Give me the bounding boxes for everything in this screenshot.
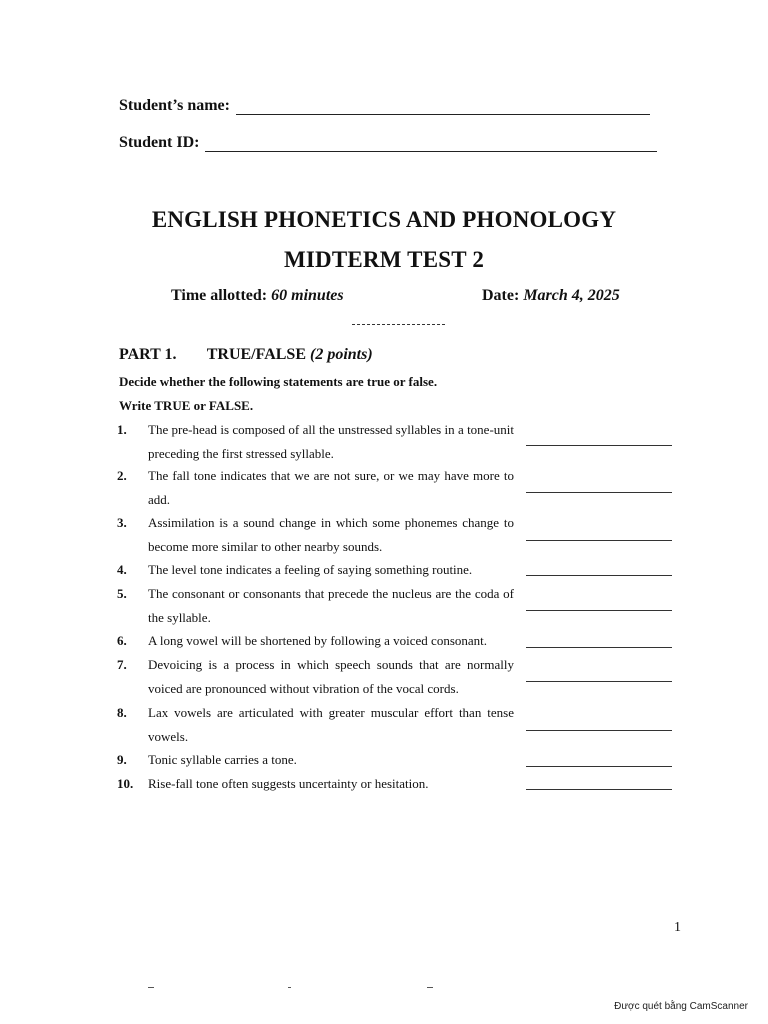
answer-blank[interactable] [526, 540, 672, 541]
date-label: Date: [482, 287, 520, 304]
exam-subtitle: MIDTERM TEST 2 [283, 247, 485, 272]
part1-points: (2 points) [310, 346, 373, 363]
student-id-field [119, 134, 657, 152]
question-text: Devoicing is a process in which speech sounds that are normally voiced are pronounced without vibration of the vocal cords. [148, 657, 514, 696]
answer-blank[interactable] [526, 766, 672, 767]
answer-blank[interactable] [526, 445, 672, 446]
question-number: 6. [117, 633, 127, 648]
time-label: Time allotted: [171, 287, 268, 304]
answer-blank[interactable] [526, 610, 672, 611]
question-number: 2. [117, 468, 127, 483]
part1-heading [119, 346, 373, 364]
question-number: 9. [117, 752, 127, 767]
question-text: Rise-fall tone often suggests uncertainty or hesitation. [148, 776, 429, 791]
student-id-label: Student ID: [119, 134, 200, 151]
question-number: 5. [117, 586, 127, 601]
student-name-field [119, 97, 650, 115]
question-number: 3. [117, 515, 127, 530]
student-name-blank[interactable] [236, 102, 650, 115]
part1-title: TRUE/FALSE [206, 346, 306, 363]
student-name-label: Student’s name: [119, 97, 230, 114]
exam-title: ENGLISH PHONETICS AND PHONOLOGY [151, 207, 617, 232]
question-text: The pre-head is composed of all the unstressed syllables in a tone-unit preceding the first stressed syllable. [148, 422, 514, 461]
question-text: Assimilation is a sound change in which some phonemes change to become more similar to other nearby sounds. [148, 515, 514, 554]
scan-speck [288, 987, 291, 988]
separator-line [352, 324, 445, 325]
question-number: 10. [117, 776, 134, 791]
question-text: A long vowel will be shortened by following a voiced consonant. [148, 633, 488, 648]
answer-blank[interactable] [526, 492, 672, 493]
scan-speck [148, 987, 154, 988]
answer-blank[interactable] [526, 575, 672, 576]
question-number: 1. [117, 422, 127, 437]
answer-blank[interactable] [526, 789, 672, 790]
scan-speck [427, 987, 433, 988]
scanner-watermark: Được quét bằng CamScanner [614, 1001, 748, 1012]
question-text: Lax vowels are articulated with greater muscular effort than tense vowels. [148, 705, 514, 744]
question-number: 8. [117, 705, 127, 720]
part1-number: PART 1. [119, 346, 177, 363]
answer-blank[interactable] [526, 647, 672, 648]
part1-instruction-2: Write TRUE or FALSE. [119, 398, 254, 413]
answer-blank[interactable] [526, 730, 672, 731]
time-allotted [171, 287, 344, 305]
question-text: The consonant or consonants that precede the nucleus are the coda of the syllable. [148, 586, 514, 625]
question-text: The level tone indicates a feeling of saying something routine. [148, 562, 473, 577]
exam-date [482, 287, 620, 305]
part1-instruction-1: Decide whether the following statements are true or false. [119, 374, 438, 389]
answer-blank[interactable] [526, 681, 672, 682]
question-number: 7. [117, 657, 127, 672]
page-number: 1 [674, 920, 681, 935]
time-value: 60 minutes [271, 287, 344, 304]
question-number: 4. [117, 562, 127, 577]
question-text: The fall tone indicates that we are not sure, or we may have more to add. [148, 468, 514, 507]
question-text: Tonic syllable carries a tone. [148, 752, 297, 767]
student-id-blank[interactable] [205, 139, 657, 152]
date-value: March 4, 2025 [523, 287, 620, 304]
